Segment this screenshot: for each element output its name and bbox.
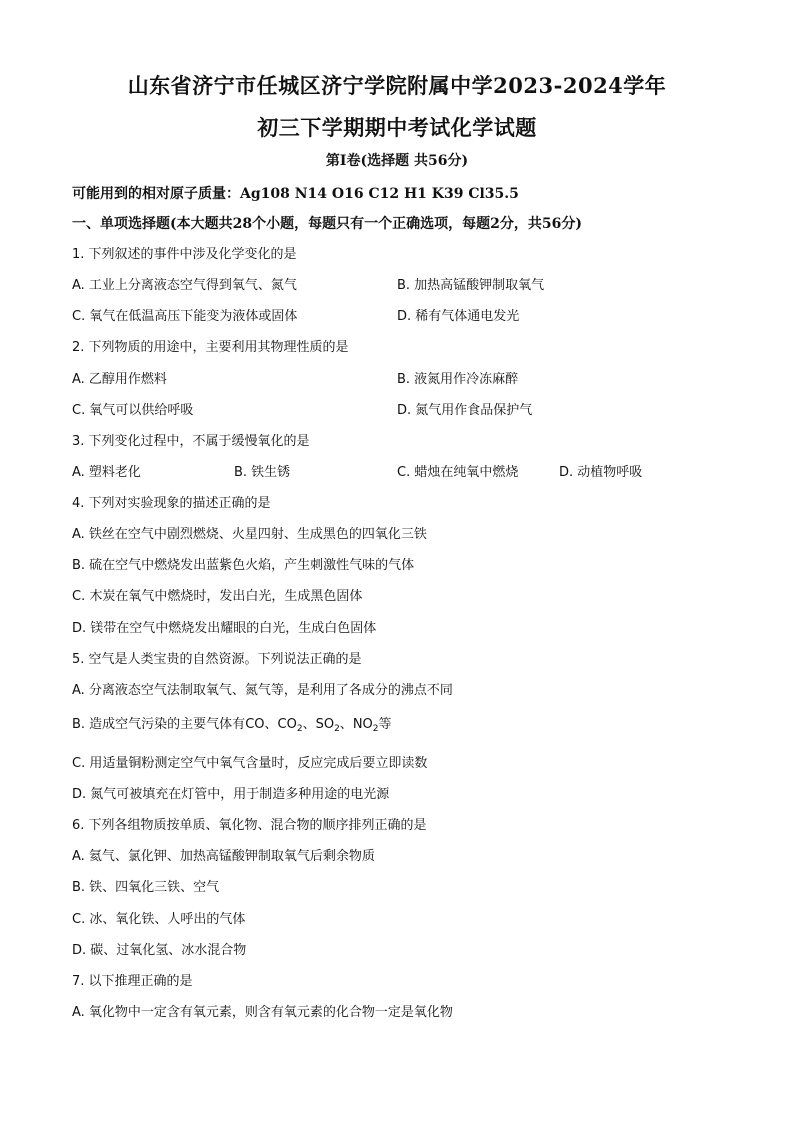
- option-b-tail: 等: [378, 717, 392, 732]
- volume-heading: 第Ⅰ卷(选择题 共56分): [325, 153, 469, 169]
- exam-title-line1: 山东省济宁市任城区济宁学院附属中学2023-2024学年: [127, 73, 667, 98]
- option-d: D. 稀有气体通电发光: [397, 309, 520, 324]
- formula-so2: $SO_2$: [315, 717, 340, 734]
- question-stem: 1. 下列叙述的事件中涉及化学变化的是: [72, 247, 297, 262]
- option-d: D. 动植物呼吸: [559, 465, 643, 480]
- option-a: A. 氧化物中一定含有氧元素，则含有氧元素的化合物一定是氧化物: [72, 1005, 453, 1020]
- formula-no2: $NO_2$: [352, 717, 379, 734]
- option-a: A. 塑料老化: [72, 465, 141, 480]
- formula-co: CO: [245, 717, 265, 732]
- option-c: C. 蜡烛在纯氧中燃烧: [397, 465, 519, 480]
- option-a: A. 铁丝在空气中剧烈燃烧、火星四射、生成黑色的四氧化三铁: [72, 527, 427, 542]
- exam-title-line2: 初三下学期期中考试化学试题: [257, 115, 537, 140]
- option-a: A. 乙醇用作燃料: [72, 372, 167, 387]
- option-b: B. 铁、四氧化三铁、空气: [72, 880, 220, 895]
- option-b: B. 加热高锰酸钾制取氧气: [397, 278, 545, 293]
- option-d: D. 氮气用作食品保护气: [397, 403, 533, 418]
- formula-co2: $CO_2$: [277, 717, 303, 734]
- option-d: D. 碳、过氧化氢、冰水混合物: [72, 943, 247, 958]
- option-c: C. 冰、氧化铁、人呼出的气体: [72, 912, 246, 927]
- option-a: A. 工业上分离液态空气得到氧气、氮气: [72, 278, 297, 293]
- question-stem: 7. 以下推理正确的是: [72, 974, 193, 989]
- separator: 、: [264, 717, 278, 732]
- question-stem: 5. 空气是人类宝贵的自然资源。下列说法正确的是: [72, 652, 362, 667]
- question-stem: 6. 下列各组物质按单质、氧化物、混合物的顺序排列正确的是: [72, 818, 427, 833]
- separator: 、: [339, 717, 353, 732]
- option-c: C. 氧气可以供给呼吸: [72, 403, 194, 418]
- separator: 、: [302, 717, 316, 732]
- option-d: D. 镁带在空气中燃烧发出耀眼的白光，生成白色固体: [72, 621, 377, 636]
- option-b: B. 硫在空气中燃烧发出蓝紫色火焰，产生刺激性气味的气体: [72, 558, 415, 573]
- option-c: C. 氧气在低温高压下能变为液体或固体: [72, 309, 298, 324]
- option-c: C. 用适量铜粉测定空气中氧气含量时，反应完成后要立即读数: [72, 756, 428, 771]
- atomic-masses: 可能用到的相对原子质量：Ag108 N14 O16 C12 H1 K39 Cl35.5: [72, 186, 519, 202]
- option-d: D. 氮气可被填充在灯管中，用于制造多种用途的电光源: [72, 787, 390, 802]
- option-a: A. 氦气、氯化钾、加热高锰酸钾制取氧气后剩余物质: [72, 849, 375, 864]
- option-b-text: B. 造成空气污染的主要气体有: [72, 717, 246, 732]
- section-heading: 一、单项选择题(本大题共28个小题，每题只有一个正确选项，每题2分，共56分): [72, 216, 582, 232]
- option-a: A. 分离液态空气法制取氧气、氮气等，是利用了各成分的沸点不同: [72, 683, 453, 698]
- question-stem: 3. 下列变化过程中，不属于缓慢氧化的是: [72, 434, 310, 449]
- option-b: [72, 717, 392, 737]
- question-stem: 4. 下列对实验现象的描述正确的是: [72, 496, 271, 511]
- option-c: C. 木炭在氧气中燃烧时，发出白光，生成黑色固体: [72, 589, 363, 604]
- option-b: B. 液氮用作冷冻麻醉: [397, 372, 519, 387]
- option-b: B. 铁生锈: [234, 465, 291, 480]
- question-stem: 2. 下列物质的用途中，主要利用其物理性质的是: [72, 340, 349, 355]
